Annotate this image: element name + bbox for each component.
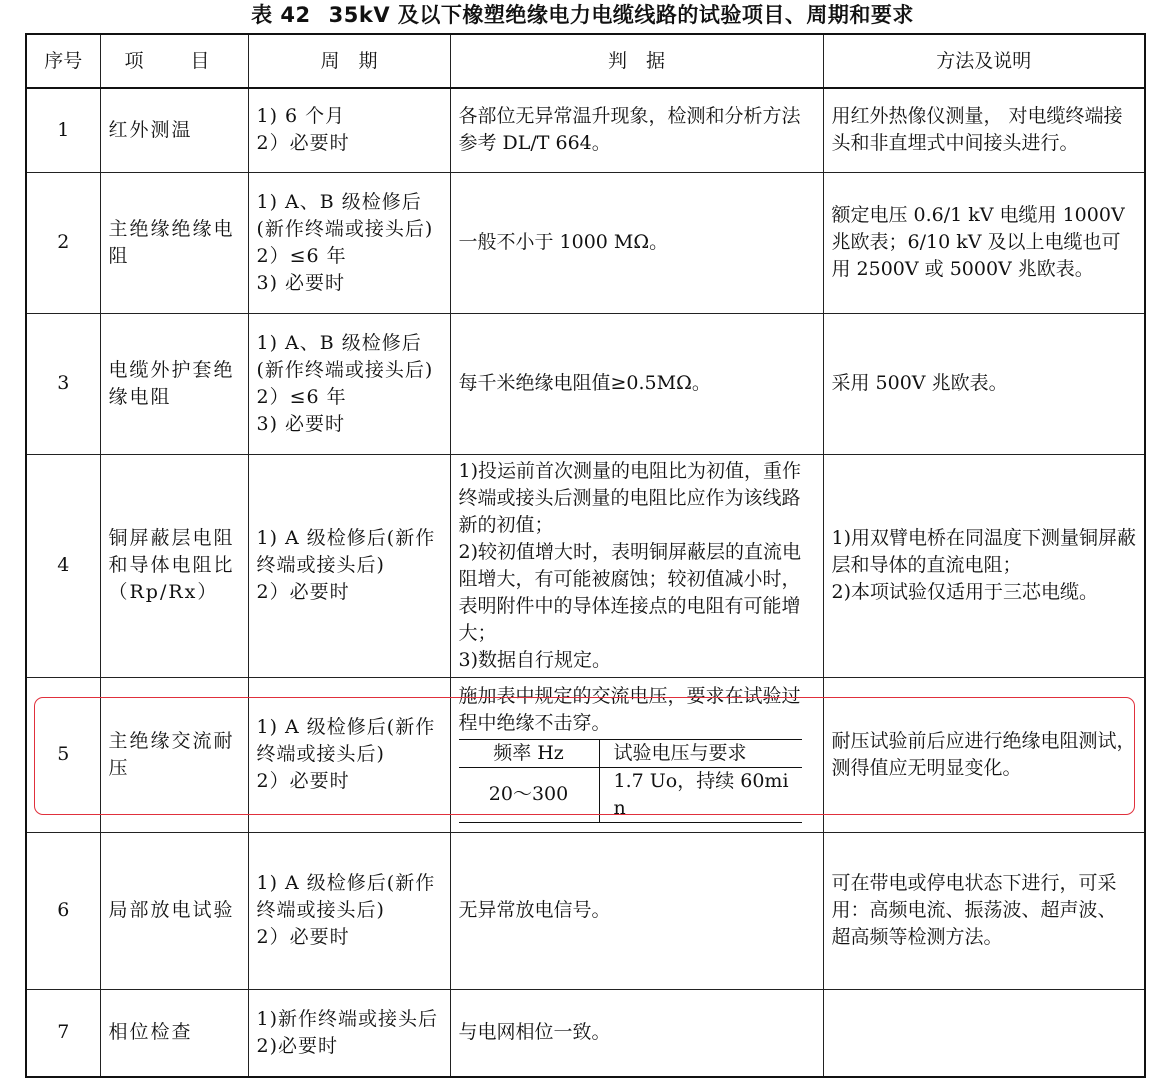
cell-method [823, 454, 1145, 677]
cell-cycle-line: 2)必要时 [256, 1034, 339, 1057]
voltage-header: 试验电压与要求 [599, 739, 802, 767]
cell-criteria [450, 454, 823, 677]
cell-item [100, 313, 248, 454]
cell-criteria [450, 677, 823, 832]
cell-cycle [248, 313, 450, 454]
test-items-table [25, 33, 1146, 1078]
table-title-text: 35kV 及以下橡塑绝缘电力电缆线路的试验项目、周期和要求 [328, 3, 914, 27]
cell-criteria-line: 各部位无异常温升现象，检测和分析方法参考 DL/T 664。 [458, 105, 801, 155]
cell-cycle-line: 1) A 级检修后(新作终端或接头后) [256, 872, 436, 921]
cell-seq: 7 [26, 989, 100, 1077]
table-row [26, 989, 1145, 1077]
cell-item [100, 989, 248, 1077]
cell-item-line: 相位检查 [108, 1021, 193, 1044]
cell-seq: 1 [26, 88, 100, 172]
cell-seq: 2 [26, 172, 100, 313]
cell-item-line: 主绝缘绝缘电阻 [108, 217, 235, 267]
table-row [26, 832, 1145, 989]
cell-cycle-line: 2）≤6 年 [256, 244, 347, 267]
cell-method-line: 1)用双臂电桥在同温度下测量铜屏蔽层和导体的直流电阻； [831, 527, 1137, 576]
cell-criteria-line: 2)较初值增大时，表明铜屏蔽层的直流电阻增大，有可能被腐蚀；较初值减小时，表明附件中的导体连接点的电阻有可能增大； [458, 540, 802, 644]
header-method: 方法及说明 [823, 34, 1145, 88]
cell-cycle [248, 989, 450, 1077]
cell-method [823, 313, 1145, 454]
cell-cycle [248, 172, 450, 313]
table-header-row [26, 34, 1145, 88]
table-row [26, 313, 1145, 454]
header-cycle: 周 期 [248, 34, 450, 88]
cell-criteria-line: 一般不小于 1000 MΩ。 [458, 231, 669, 253]
cell-criteria-line: 与电网相位一致。 [458, 1021, 611, 1044]
header-seq: 序号 [26, 34, 100, 88]
cell-cycle-line: 1) A、B 级检修后(新作终端或接头后) [256, 190, 434, 240]
cell-cycle-line: 2）必要时 [256, 926, 350, 948]
table-row [26, 454, 1145, 677]
cell-criteria [450, 989, 823, 1077]
cell-criteria-line: 无异常放电信号。 [458, 899, 611, 921]
cell-cycle-line: 1)新作终端或接头后 [256, 1007, 439, 1030]
cell-criteria-line: 1)投运前首次测量的电阻比为初值，重作终端或接头后测量的电阻比应作为该线路新的初值； [458, 459, 802, 536]
cell-item [100, 172, 248, 313]
cell-criteria-line: 3)数据自行规定。 [458, 648, 612, 671]
cell-cycle-line: 2）必要时 [256, 132, 350, 155]
cell-cycle-line: 1) A、B 级检修后(新作终端或接头后) [256, 331, 434, 381]
table-row [26, 88, 1145, 172]
cell-method [823, 677, 1145, 832]
cell-cycle-line: 3) 必要时 [256, 412, 346, 435]
voltage-requirement-table [459, 739, 802, 823]
cell-cycle-line: 1) 6 个月 [256, 105, 346, 128]
cell-cycle [248, 832, 450, 989]
cell-method-line: 耐压试验前后应进行绝缘电阻测试，测得值应无明显变化。 [831, 729, 1136, 779]
cell-cycle-line: 2）必要时 [256, 770, 350, 792]
voltage-value: 1.7 Uo，持续 60min [599, 767, 802, 822]
cell-criteria-line: 每千米绝缘电阻值≥0.5MΩ。 [458, 372, 711, 394]
cell-item [100, 832, 248, 989]
cell-criteria [450, 88, 823, 172]
cell-item-line: 主绝缘交流耐压 [108, 729, 235, 779]
cell-method [823, 989, 1145, 1077]
cell-criteria [450, 313, 823, 454]
table-row [26, 172, 1145, 313]
cell-cycle [248, 677, 450, 832]
voltage-table-row [459, 767, 802, 822]
cell-item-line: 电缆外护套绝缘电阻 [108, 358, 235, 408]
cell-cycle [248, 454, 450, 677]
cell-method-line: 2)本项试验仅适用于三芯电缆。 [831, 581, 1099, 603]
cell-cycle [248, 88, 450, 172]
cell-item [100, 88, 248, 172]
frequency-value: 20～300 [459, 767, 600, 822]
cell-seq: 5 [26, 677, 100, 832]
cell-cycle-line: 1) A 级检修后(新作终端或接头后) [256, 527, 436, 576]
cell-item [100, 454, 248, 677]
cell-criteria [450, 832, 823, 989]
cell-criteria [450, 172, 823, 313]
cell-cycle-line: 3) 必要时 [256, 271, 346, 294]
cell-item-line: 红外测温 [108, 118, 193, 141]
cell-item [100, 677, 248, 832]
cell-seq: 4 [26, 454, 100, 677]
cell-seq: 3 [26, 313, 100, 454]
cell-cycle-line: 2）≤6 年 [256, 385, 347, 408]
cell-item-line: 局部放电试验 [108, 899, 235, 921]
cell-method-line: 采用 500V 兆欧表。 [831, 372, 1008, 394]
table-title [0, 0, 1165, 30]
table-row [26, 677, 1145, 832]
frequency-header: 频率 Hz [459, 739, 600, 767]
cell-item-line: 铜屏蔽层电阻和导体电阻比（Rp/Rx） [108, 527, 235, 603]
cell-method [823, 172, 1145, 313]
header-criteria: 判 据 [450, 34, 823, 88]
cell-method-line: 可在带电或停电状态下进行，可采用：高频电流、振荡波、超声波、 超高频等检测方法。 [831, 872, 1117, 948]
cell-cycle-line: 2）必要时 [256, 581, 350, 603]
cell-method-line: 额定电压 0.6/1 kV 电缆用 1000V 兆欧表；6/10 kV 及以上电缆也可用 2500V 或 5000V 兆欧表。 [831, 204, 1125, 280]
table-number: 表 42 [251, 3, 311, 27]
cell-method-line: 用红外热像仪测量， 对电缆终端接头和非直埋式中间接头进行。 [831, 105, 1123, 155]
voltage-table-header [459, 739, 802, 767]
header-item: 项 目 [100, 34, 248, 88]
cell-cycle-line: 1) A 级检修后(新作终端或接头后) [256, 716, 436, 765]
cell-seq: 6 [26, 832, 100, 989]
cell-method [823, 88, 1145, 172]
cell-method [823, 832, 1145, 989]
cell-criteria-line: 施加表中规定的交流电压，要求在试验过程中绝缘不击穿。 [458, 684, 801, 734]
